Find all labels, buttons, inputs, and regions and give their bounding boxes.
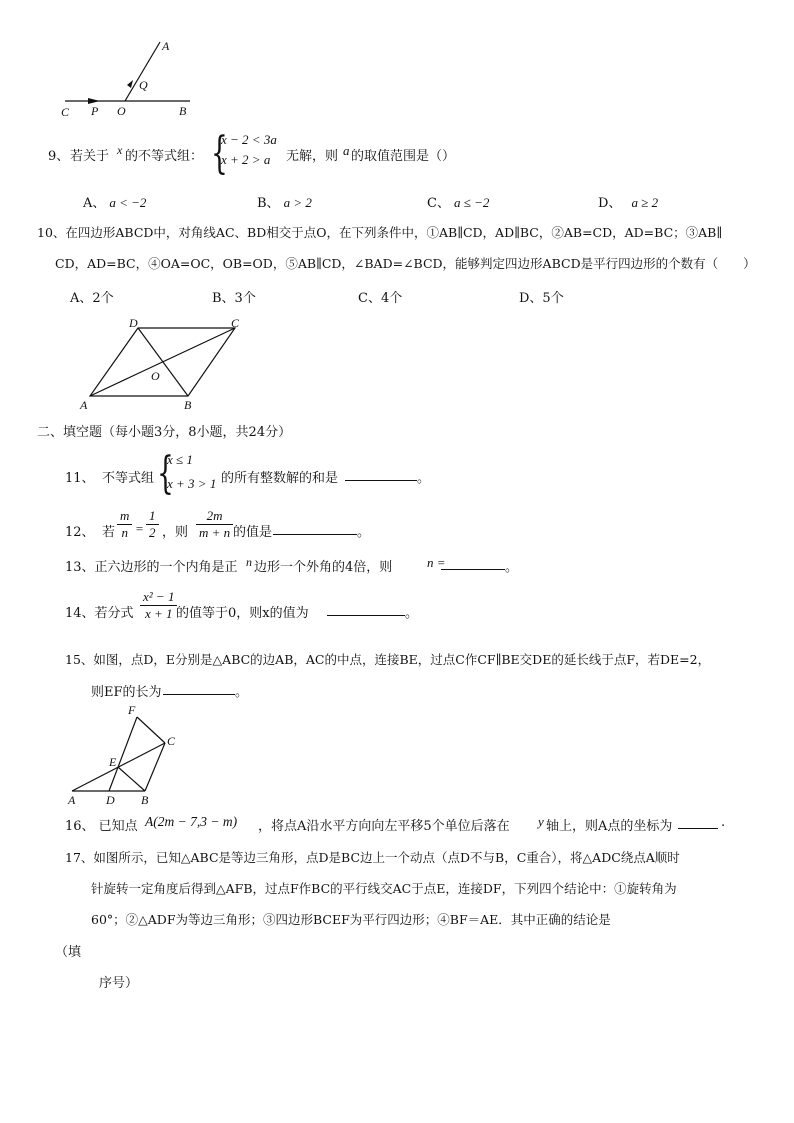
q9-ineq-1: x − 2 < 3a [221,132,277,147]
q9-option-d: D、 a ≥ 2 [598,195,659,211]
q9-option-c: C、 a ≤ −2 [427,195,490,211]
q15-answer-blank[interactable] [163,682,235,695]
q10-line-1: 10、在四边形ABCD中，对角线AC、BD相交于点O，在下列条件中，①AB∥CD，AD∥BC，②AB=CD，AD=BC；③AB∥ [37,225,723,240]
q13-text-2: 边形一个外角的4倍，则 [254,560,393,575]
q16-var-y: y [538,814,544,829]
question-11: 11、 不等式组 { x ≤ 1 x + 3 > 1 的所有整数解的和是 。 [65,448,431,499]
q9-suffix-1: 无解，则 [286,149,339,164]
q13-answer-blank[interactable] [441,557,505,570]
label-B: B [179,104,187,118]
q12-answer-blank[interactable] [273,522,357,535]
q16-text-3: 轴上，则A点的坐标为 [546,819,673,834]
figure-parallelogram [75,314,255,414]
label-D: D [106,793,115,807]
q9-mid: 的不等式组： [125,149,204,164]
question-14 [65,589,665,633]
q9-ineq-2: x + 2 > a [221,152,271,167]
q16-point: A(2m − 7,3 − m) [145,814,238,829]
q9-var: x [117,143,123,157]
label-O: O [117,104,126,118]
q17-line-1: 17、如图所示，已知△ABC是等边三角形，点D是BC边上一个动点（点D不与B，C重合），将△ADC绕点A顺时 [65,850,680,865]
q13-text-1: 13、正六边形的一个内角是正 [65,560,238,575]
section-2-title: 二、填空题（每小题3分，8小题，共24分） [37,425,292,440]
question-12 [65,508,665,552]
label-O: O [151,369,160,383]
q9-prefix: 若关于 [70,149,110,164]
q12-prefix: 若 [102,525,116,540]
q14-text-1: 14、若分式 [65,606,134,621]
q12-equals: = [135,521,144,536]
q17-line-3: 60°；②△ADF为等边三角形；③四边形BCEF为平行四边形；④BF＝AE．其中正确的结论是 [91,912,611,927]
label-A: A [68,793,76,807]
q16-answer-blank[interactable] [678,816,718,829]
q16-text-2: ，将点A沿水平方向向左平移5个单位后落在 [258,819,510,834]
label-Q: Q [139,78,148,92]
figure-triangle-cf-be [62,703,192,809]
q11-suffix: 的所有整数解的和是 [221,471,339,486]
q10-option-a: A、2个 [70,291,114,306]
q9-option-b: B、 a > 2 [257,195,312,211]
q10-option-c: C、4个 [358,291,403,306]
q13-expr: n = [427,555,446,570]
label-P: P [91,104,99,118]
q12-fraction-2m-over-m-plus-n: $\frac{2m}{m + n}$ [196,508,233,541]
label-A: A [80,398,88,412]
q17-line-4: （填 [55,945,82,960]
question-13 [65,556,665,576]
q12-fraction-m-n: $\frac{m}{n}$ [117,508,132,541]
label-C: C [231,316,240,330]
q13-var-n: n [246,555,252,569]
label-C: C [61,105,70,119]
q16-text-1: 16、 已知点 [65,819,138,834]
question-16 [65,815,765,835]
q14-end: 。 [405,606,419,621]
figure-ray-angle [55,38,205,123]
q11-end: 。 [417,471,431,486]
question-9: 9、 若关于 x 的不等式组： { x − 2 < 3a x + 2 > a 无解，则 a 的取值范围是（） [48,128,456,179]
q11-ineq-2: x + 3 > 1 [167,476,217,491]
q14-text-2: 的值等于0，则x的值为 [176,606,309,621]
q11-ineq-1: x ≤ 1 [167,452,193,467]
q14-fraction: $\frac{\text{x² − 1}}{x + 1}$ [140,589,177,622]
q12-mid: ，则 [162,525,189,540]
label-B: B [141,793,149,807]
q16-end: . [721,815,726,830]
q9-var-a: a [343,143,350,158]
q12-fraction-one-half: $\frac{1}{2}$ [146,508,159,541]
q12-end: 。 [357,525,371,540]
q11-prefix: 不等式组 [102,471,155,486]
q15-line-2 [91,681,391,701]
q9-suffix-2: 的取值范围是（） [351,149,456,164]
q11-answer-blank[interactable] [345,468,417,481]
q9-option-a: A、 a < −2 [83,195,147,211]
label-A: A [162,39,170,53]
q17-line-2: 针旋转一定角度后得到△AFB，过点F作BC的平行线交AC于点E，连接DF，下列四个结论中：①旋转角为 [91,881,677,896]
q15-line-1: 15、如图，点D，E分别是△ABC的边AB，AC的中点，连接BE，过点C作CF∥BE交DE的延长线于点F，若DE=2， [65,652,711,667]
q13-end: 。 [505,560,519,575]
q12-number: 12、 [65,525,95,540]
label-E: E [109,755,117,769]
q12-suffix: 的值是 [233,525,273,540]
q10-line-2: CD，AD=BC，④OA=OC，OB=OD，⑤AB∥CD，∠BAD=∠BCD，能够判定四边形ABCD是平行四边形的个数有（ ） [55,256,756,271]
label-C: C [167,734,176,748]
q10-option-b: B、3个 [212,291,256,306]
q17-line-5: 序号） [99,976,139,991]
label-D: D [129,316,138,330]
q14-answer-blank[interactable] [327,603,405,616]
q10-option-d: D、5个 [519,291,564,306]
q9-number: 9、 [48,149,70,164]
label-F: F [128,703,136,717]
q11-number: 11、 [65,471,95,486]
label-B: B [184,398,192,412]
q15-end: 。 [235,685,249,700]
q15-line-2-text: 则EF的长为 [91,685,162,700]
